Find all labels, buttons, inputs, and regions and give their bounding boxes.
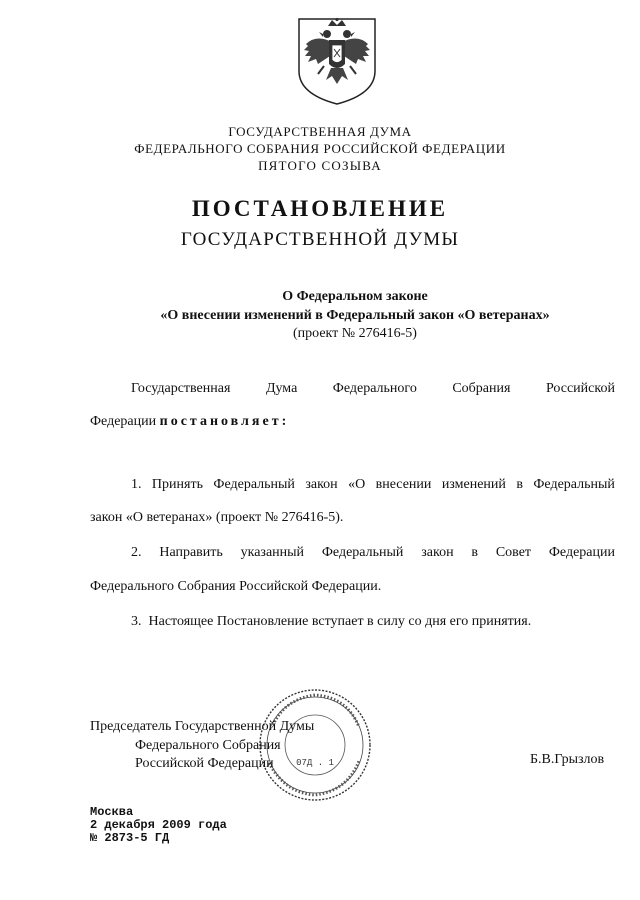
word: Государственная <box>131 381 231 396</box>
word: Федеральный <box>533 477 615 492</box>
word: указанный <box>240 545 305 560</box>
word: Направить <box>159 545 223 560</box>
word: Федерального <box>332 381 417 396</box>
word: Собрания <box>452 381 511 396</box>
word: «О <box>348 477 366 492</box>
word: Федеральный <box>321 545 404 560</box>
word: закон <box>421 545 454 560</box>
intro-paragraph-line-2 <box>90 414 289 430</box>
item-3: 3. Настоящее Постановление вступает в силу со дня его принятия. <box>131 614 532 629</box>
header-line-1: ГОСУДАРСТВЕННАЯ ДУМА <box>228 124 412 139</box>
signatory-name: Б.В.Грызлов <box>530 752 605 767</box>
signatory-title-line-2: Федерального Собрания <box>135 738 281 753</box>
word: изменений <box>441 477 506 492</box>
header-line-3: ПЯТОГО СОЗЫВА <box>258 158 382 173</box>
footer-city: Москва <box>90 805 134 819</box>
intro-prefix: Федерации <box>90 414 157 429</box>
word: Совет <box>495 545 532 560</box>
item-2-line-2: Федерального Собрания Российской Федерации. <box>90 579 382 594</box>
item-1-line-1 <box>131 477 615 493</box>
word: в <box>471 545 479 560</box>
subject-draft-number: (проект № 276416-5) <box>293 326 417 341</box>
decision-keyword: постановляет: <box>159 414 290 429</box>
signatory-title-line-1: Председатель Государственной Думы <box>90 719 315 734</box>
intro-paragraph-line-1 <box>131 381 615 397</box>
subject-line-1: О Федеральном законе <box>282 289 428 304</box>
word: внесении <box>375 477 432 492</box>
subject-line-2: «О внесении изменений в Федеральный закон «О ветеранах» <box>160 308 550 323</box>
word: Принять <box>151 477 203 492</box>
header-line-2: ФЕДЕРАЛЬНОГО СОБРАНИЯ РОССИЙСКОЙ ФЕДЕРАЦИИ <box>134 141 506 156</box>
item-2-line-1 <box>131 545 615 561</box>
word: Российской <box>545 381 615 396</box>
footer-date: 2 декабря 2009 года <box>90 818 227 832</box>
document-type-title: ПОСТАНОВЛЕНИЕ <box>191 196 449 221</box>
word: Дума <box>265 381 298 396</box>
word: 2. <box>131 545 142 560</box>
coat-of-arms-emblem <box>296 16 378 106</box>
word: Федерации <box>548 545 615 560</box>
stamp-number: 07Д . 1 <box>296 758 334 768</box>
word: в <box>516 477 523 492</box>
word: 1. <box>131 477 142 492</box>
word: закон <box>305 477 338 492</box>
document-issuer: ГОСУДАРСТВЕННОЙ ДУМЫ <box>180 229 460 250</box>
footer-document-number: № 2873-5 ГД <box>90 831 170 845</box>
item-1-line-2: закон «О ветеранах» (проект № 276416-5). <box>90 510 344 525</box>
signatory-title-line-3: Российской Федерации <box>135 756 274 771</box>
word: Федеральный <box>213 477 295 492</box>
